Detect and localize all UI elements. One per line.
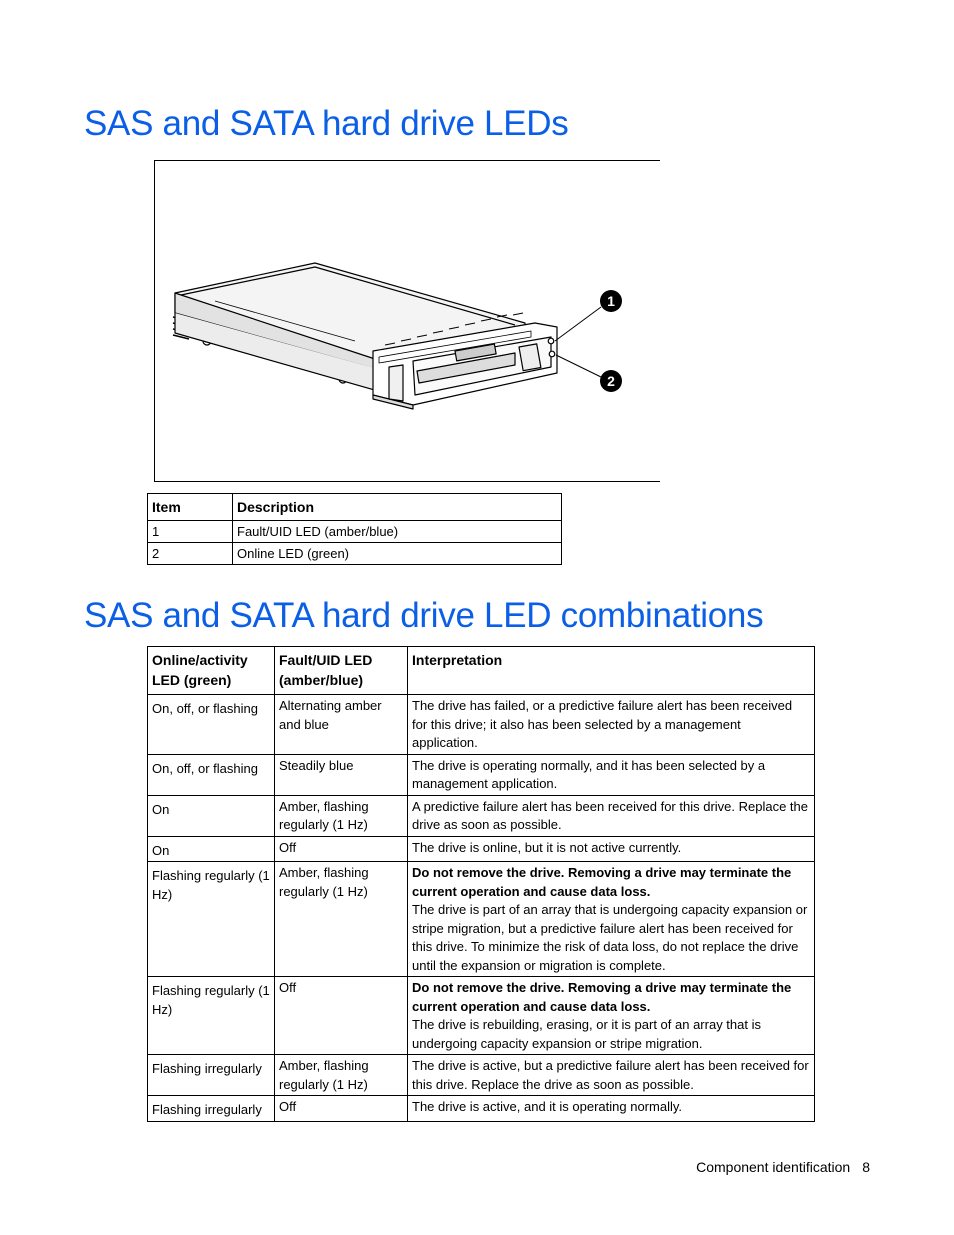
item-number: 2 [148,542,233,564]
table-row [148,977,815,1055]
interpretation-cell [408,695,815,755]
interpretation-text: The drive is online, but it is not active currently. [412,839,682,855]
fault-led-state: Off [275,977,408,1055]
table-header-row [148,647,815,695]
column-header-interpretation: Interpretation [408,647,815,695]
fault-led-state: Off [275,1096,408,1122]
interpretation-cell [408,795,815,836]
interpretation-text: The drive is active, but a predictive failure alert has been received for this drive. Replace the drive as soon as possible. [412,1058,809,1092]
column-header-item: Item [148,494,233,521]
table-row [148,836,815,862]
table-row [148,542,562,564]
interpretation-text: The drive has failed, or a predictive failure alert has been received for this drive; it also has been selected by a management application. [412,698,793,750]
online-led-state: Flashing regularly (1 Hz) [148,862,275,977]
fault-led-state: Amber, flashing regularly (1 Hz) [275,795,408,836]
hard-drive-illustration [155,161,661,483]
table-row [148,1055,815,1096]
hard-drive-figure [154,160,660,482]
callout-2-label: 2 [607,373,615,389]
interpretation-cell [408,1055,815,1096]
online-led-state: Flashing regularly (1 Hz) [148,977,275,1055]
interpretation-text: The drive is rebuilding, erasing, or it is part of an array that is undergoing capacity expansion or stripe migration. [412,1017,761,1051]
interpretation-text: The drive is operating normally, and it has been selected by a management application. [412,757,766,791]
interpretation-text: A predictive failure alert has been received for this drive. Replace the drive as soon as possible. [412,798,808,832]
section-heading-combinations: SAS and SATA hard drive LED combinations [84,596,764,635]
section-heading-leds: SAS and SATA hard drive LEDs [84,104,569,143]
table-row [148,695,815,755]
table-row [148,520,562,542]
callout-1 [600,290,622,312]
table-row [148,1096,815,1122]
online-led-state: Flashing irregularly [148,1055,275,1096]
page-footer [696,1159,870,1175]
interpretation-cell [408,836,815,862]
table-header-row [148,494,562,521]
online-led-state: On, off, or flashing [148,695,275,755]
interpretation-text: The drive is active, and it is operating normally. [412,1099,682,1114]
interpretation-cell [408,977,815,1055]
fault-led-state: Off [275,836,408,862]
interpretation-text: The drive is part of an array that is undergoing capacity expansion or stripe migration, but a predictive failure alert has been received for this drive. To minimize the risk of data loss, do not replace the drive until the expansion or migration is complete. [412,902,808,973]
page-number: 8 [862,1159,870,1175]
combinations-body [148,695,815,1122]
fault-led-state: Amber, flashing regularly (1 Hz) [275,862,408,977]
column-header-online: Online/activity LED (green) [148,647,275,695]
interpretation-cell [408,1096,815,1122]
fault-led-state: Steadily blue [275,754,408,795]
interpretation-cell [408,862,815,977]
item-description: Fault/UID LED (amber/blue) [233,520,562,542]
online-led-state: On [148,836,275,862]
online-led-state: On, off, or flashing [148,754,275,795]
footer-section-title: Component identification [696,1159,851,1175]
callout-1-label: 1 [607,293,615,309]
fault-led-state: Amber, flashing regularly (1 Hz) [275,1055,408,1096]
table-row [148,862,815,977]
led-items-table [147,493,562,565]
online-led-state: On [148,795,275,836]
warning-text: Do not remove the drive. Removing a drive may terminate the current operation and cause data loss. [412,865,792,899]
callout-2 [600,370,622,392]
led-combinations-table [147,646,815,1122]
column-header-description: Description [233,494,562,521]
column-header-fault: Fault/UID LED (amber/blue) [275,647,408,695]
fault-led-state: Alternating amber and blue [275,695,408,755]
online-led-state: Flashing irregularly [148,1096,275,1122]
table-row [148,795,815,836]
warning-text: Do not remove the drive. Removing a drive may terminate the current operation and cause data loss. [412,980,792,1014]
item-description: Online LED (green) [233,542,562,564]
table-row [148,754,815,795]
item-number: 1 [148,520,233,542]
interpretation-cell [408,754,815,795]
